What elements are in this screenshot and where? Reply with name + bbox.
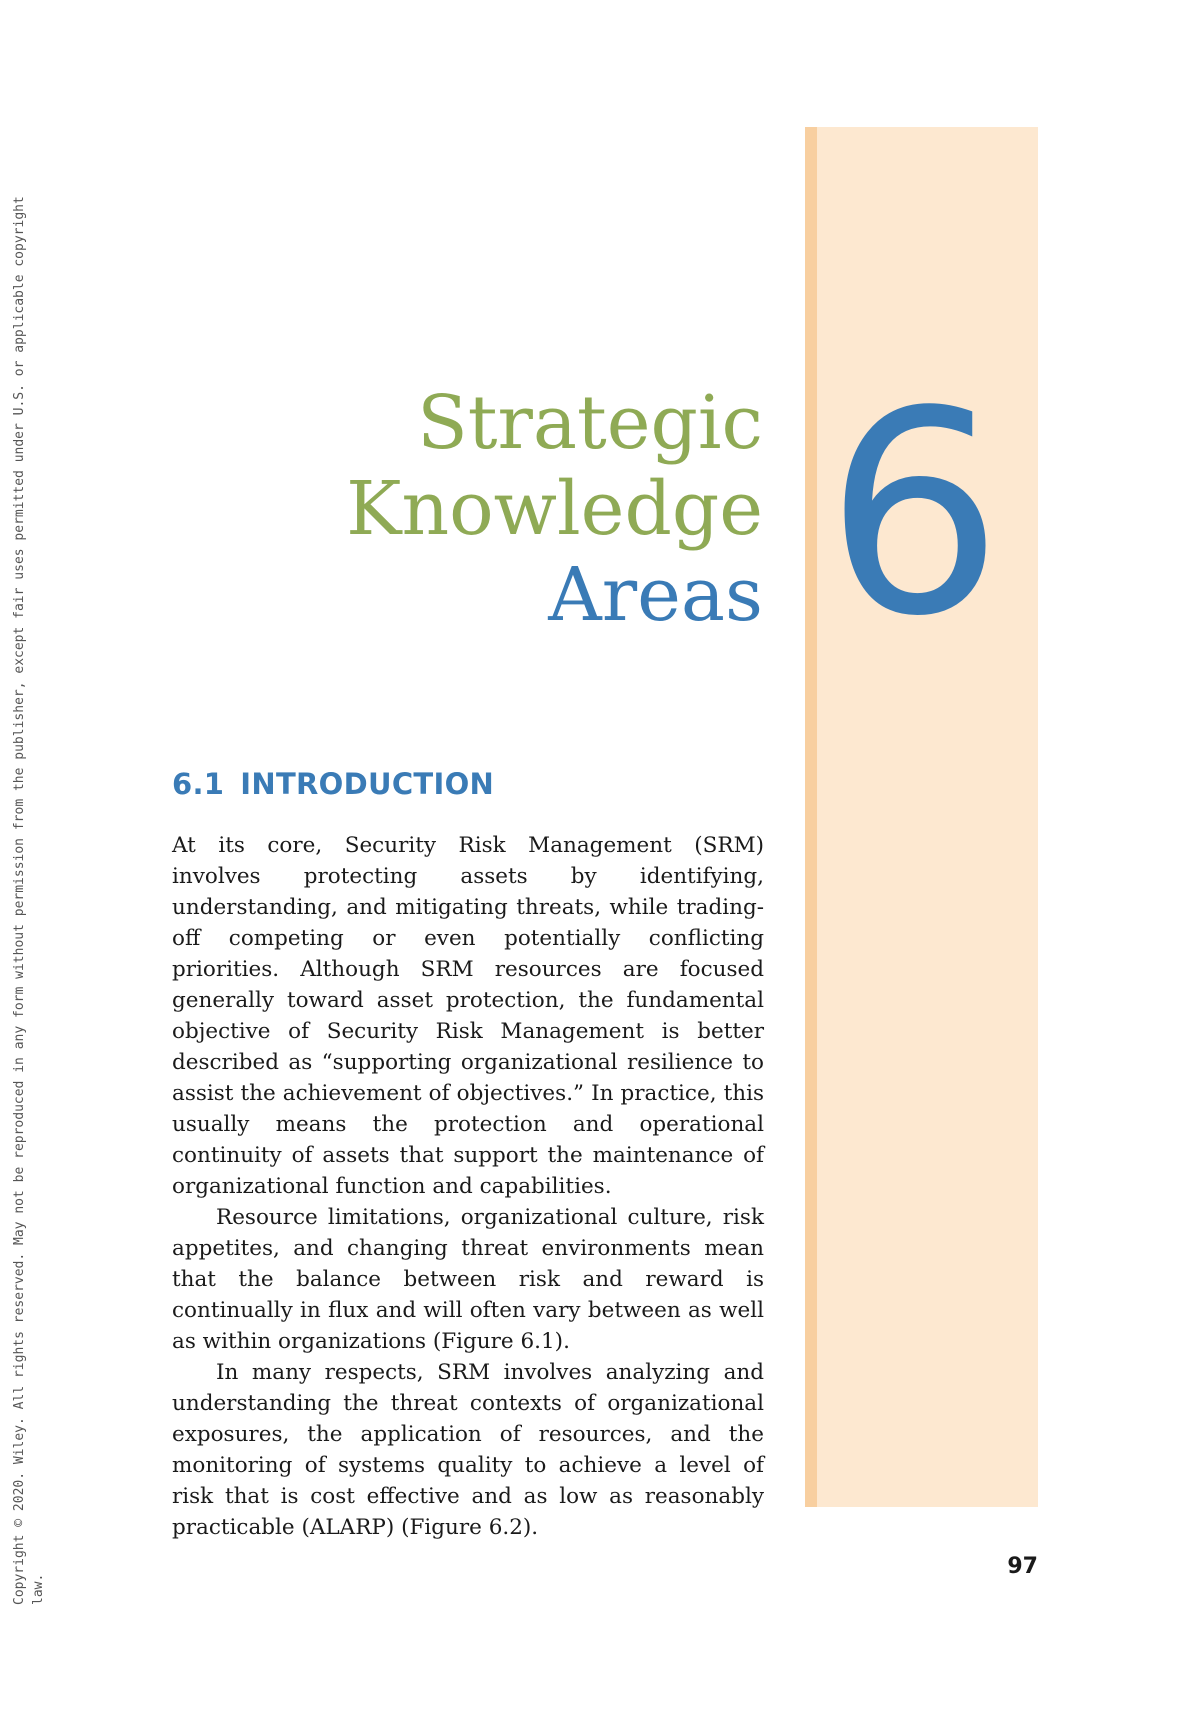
section-heading — [172, 764, 762, 804]
paragraph: At its core, Security Risk Management (SRM) involves protecting assets by identifying, understanding, and mitigating threats, while trading-off competing or even potentially conflicting priorities. Although SRM resources are focused generally toward asset protection, the fundamental objective of Security Risk Management is better described as “supporting organizational resilience to assist the achievement of objectives.” In practice, this usually means the protection and operational continuity of assets that support the maintenance of organizational function and capabilities. — [172, 833, 764, 1199]
chapter-band-rule — [805, 127, 817, 1507]
section-number: 6.1 — [172, 767, 225, 801]
chapter-title-line-1: Strategic — [417, 380, 763, 466]
paragraph: In many respects, SRM involves analyzing and understanding the threat contexts of organizational exposures, the application of resources, and the monitoring of systems quality to achieve a level of risk that is cost effective and as low as reasonably practicable (ALARP) (Figure 6.2). — [172, 1360, 764, 1540]
section-title: INTRODUCTION — [240, 767, 495, 801]
body-text — [172, 830, 764, 1543]
paragraph: Resource limitations, organizational culture, risk appetites, and changing threat environments mean that the balance between risk and reward is continually in flux and will often vary between as well as within organizations (Figure 6.1). — [172, 1205, 764, 1354]
chapter-title — [263, 380, 763, 638]
page-number: 97 — [1007, 1554, 1038, 1579]
chapter-title-line-3: Areas — [548, 552, 763, 638]
copyright-notice: Copyright © 2020. Wiley. All rights reserved. May not be reproduced in any form without permission from the publisher, except fair uses permitted under U.S. or applicable copyright law. — [12, 196, 46, 1605]
chapter-number: 6 — [825, 352, 1004, 678]
chapter-title-line-2: Knowledge — [346, 466, 763, 552]
chapter-band — [805, 127, 1038, 1507]
